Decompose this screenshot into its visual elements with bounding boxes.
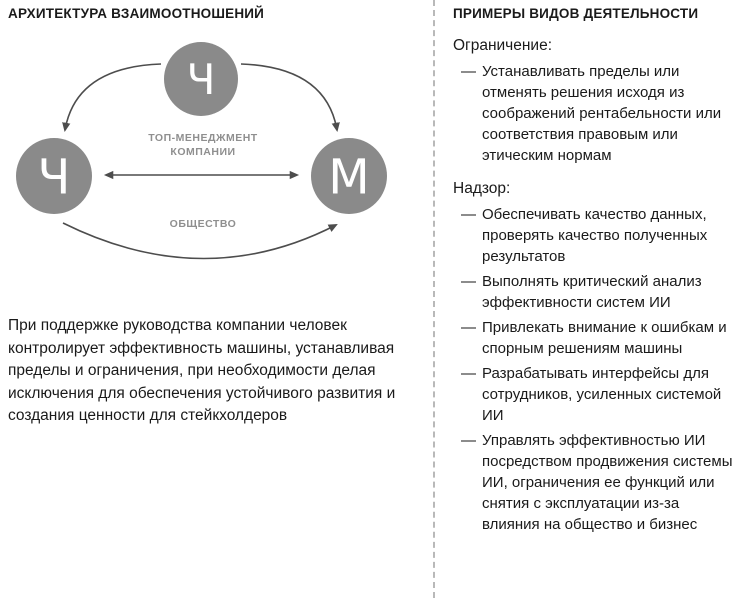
list-item bbox=[461, 317, 737, 359]
list-item bbox=[461, 61, 737, 166]
list-item bbox=[461, 363, 737, 426]
left-description-paragraph: При поддержке руководства компании человек контролирует эффективность машины, устанавливая пределы и ограничения, при необходимости делая исключения для обеспечения устойчивого развития и создания ценности для стейкхолдеров bbox=[8, 316, 396, 425]
list-item-text: Привлекать внимание к ошибкам и спорным решениям машины bbox=[482, 318, 727, 357]
dash-bullet: — bbox=[461, 272, 476, 290]
dash-bullet: — bbox=[461, 318, 476, 336]
list-item bbox=[461, 204, 737, 267]
list-item bbox=[461, 271, 737, 313]
right-column bbox=[453, 6, 737, 539]
top-management-label-line2: КОМПАНИИ bbox=[170, 145, 236, 158]
society-label: ОБЩЕСТВО bbox=[169, 217, 237, 230]
machine-circle-letter: М bbox=[328, 149, 370, 206]
dash-bullet: — bbox=[461, 62, 476, 80]
human-circle-letter: Ч bbox=[37, 149, 71, 206]
list-item-text: Устанавливать пределы или отменять решения исходя из соображений рентабельности или соответствия правовым или этическим нормам bbox=[482, 62, 722, 164]
section-oversight-heading: Надзор: bbox=[453, 179, 511, 197]
top-circle-letter: Ч bbox=[186, 54, 216, 104]
section-limitation bbox=[453, 36, 737, 166]
dash-bullet: — bbox=[461, 431, 476, 449]
top-management-label-line1: ТОП-МЕНЕДЖМЕНТ bbox=[148, 131, 258, 144]
list-item-text: Разрабатывать интерфейсы для сотрудников, усиленных системой ИИ bbox=[482, 364, 722, 424]
list-item-text: Управлять эффективностью ИИ посредством продвижения системы ИИ, ограничения ее функций или снятия с эксплуатации из-за влияния на общество и бизнес bbox=[482, 431, 733, 533]
arrow-topmanagement-to-human-icon bbox=[65, 64, 161, 130]
arrow-topmanagement-to-machine-icon bbox=[241, 64, 337, 130]
dash-bullet: — bbox=[461, 364, 476, 382]
right-column-title: ПРИМЕРЫ ВИДОВ ДЕЯТЕЛЬНОСТИ bbox=[453, 6, 699, 21]
column-divider bbox=[433, 0, 435, 598]
list-item-text: Обеспечивать качество данных, проверять качество полученных результатов bbox=[482, 205, 708, 265]
section-limitation-heading: Ограничение: bbox=[453, 36, 553, 54]
list-item-text: Выполнять критический анализ эффективности систем ИИ bbox=[482, 272, 702, 311]
section-oversight bbox=[453, 179, 737, 535]
left-column-title: АРХИТЕКТУРА ВЗАИМООТНОШЕНИЙ bbox=[8, 6, 265, 21]
dash-bullet: — bbox=[461, 205, 476, 223]
relationship-diagram bbox=[8, 31, 432, 299]
list-item bbox=[461, 430, 737, 535]
left-column bbox=[8, 6, 428, 428]
